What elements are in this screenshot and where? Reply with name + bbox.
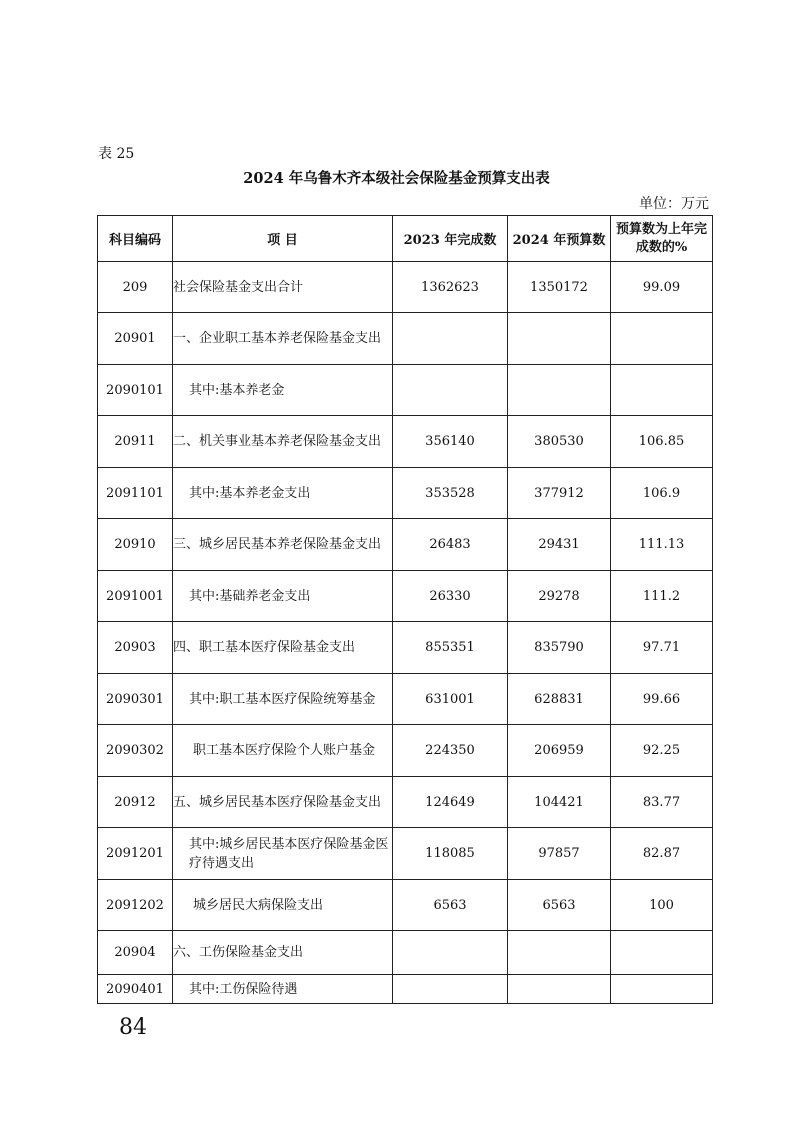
row-code: 2090101 bbox=[98, 365, 173, 416]
row-item: 其中:基础养老金支出 bbox=[173, 571, 393, 622]
table-row bbox=[98, 365, 713, 416]
row-actual-2023: 118085 bbox=[393, 828, 508, 880]
row-percent bbox=[611, 365, 713, 416]
row-percent: 100 bbox=[611, 880, 713, 931]
header-percent: 预算数为上年完成数的% bbox=[611, 216, 713, 262]
row-percent bbox=[611, 313, 713, 365]
row-actual-2023: 26483 bbox=[393, 519, 508, 571]
row-item: 四、职工基本医疗保险基金支出 bbox=[173, 622, 393, 674]
row-percent: 92.25 bbox=[611, 725, 713, 777]
row-item: 二、机关事业基本养老保险基金支出 bbox=[173, 416, 393, 468]
row-code: 2090401 bbox=[98, 975, 173, 1004]
table-row bbox=[98, 519, 713, 571]
table-row bbox=[98, 416, 713, 468]
row-percent: 111.2 bbox=[611, 571, 713, 622]
header-item: 项 目 bbox=[173, 216, 393, 262]
unit-label: 单位：万元 bbox=[639, 196, 709, 212]
row-item: 三、城乡居民基本养老保险基金支出 bbox=[173, 519, 393, 571]
row-item: 社会保险基金支出合计 bbox=[173, 262, 393, 313]
row-code: 2090302 bbox=[98, 725, 173, 777]
table-row bbox=[98, 777, 713, 828]
table-row bbox=[98, 880, 713, 931]
row-percent bbox=[611, 975, 713, 1004]
row-item: 六、工伤保险基金支出 bbox=[173, 931, 393, 975]
row-actual-2023: 124649 bbox=[393, 777, 508, 828]
row-actual-2023: 855351 bbox=[393, 622, 508, 674]
row-code: 20901 bbox=[98, 313, 173, 365]
row-actual-2023: 26330 bbox=[393, 571, 508, 622]
table-number: 表 25 bbox=[98, 146, 135, 162]
row-percent: 106.85 bbox=[611, 416, 713, 468]
table-row bbox=[98, 674, 713, 725]
table-row bbox=[98, 828, 713, 880]
row-item: 其中:基本养老金 bbox=[173, 365, 393, 416]
row-actual-2023 bbox=[393, 313, 508, 365]
row-percent: 83.77 bbox=[611, 777, 713, 828]
row-code: 20911 bbox=[98, 416, 173, 468]
row-budget-2024: 6563 bbox=[508, 880, 611, 931]
row-percent: 106.9 bbox=[611, 468, 713, 519]
row-budget-2024: 1350172 bbox=[508, 262, 611, 313]
row-code: 20910 bbox=[98, 519, 173, 571]
row-actual-2023 bbox=[393, 975, 508, 1004]
row-code: 20903 bbox=[98, 622, 173, 674]
table-row bbox=[98, 725, 713, 777]
row-code: 2091201 bbox=[98, 828, 173, 880]
row-actual-2023: 224350 bbox=[393, 725, 508, 777]
row-code: 2090301 bbox=[98, 674, 173, 725]
row-item: 其中:城乡居民基本医疗保险基金医疗待遇支出 bbox=[173, 828, 393, 880]
row-budget-2024: 206959 bbox=[508, 725, 611, 777]
row-item: 其中:工伤保险待遇 bbox=[173, 975, 393, 1004]
row-budget-2024: 97857 bbox=[508, 828, 611, 880]
table-row bbox=[98, 931, 713, 975]
row-percent: 97.71 bbox=[611, 622, 713, 674]
header-row bbox=[98, 216, 713, 262]
page-number: 84 bbox=[119, 1015, 147, 1040]
header-budget-2024: 2024 年预算数 bbox=[508, 216, 611, 262]
row-budget-2024 bbox=[508, 365, 611, 416]
row-budget-2024 bbox=[508, 931, 611, 975]
row-budget-2024: 104421 bbox=[508, 777, 611, 828]
table-row bbox=[98, 622, 713, 674]
row-code: 2091001 bbox=[98, 571, 173, 622]
row-actual-2023: 1362623 bbox=[393, 262, 508, 313]
row-budget-2024: 29278 bbox=[508, 571, 611, 622]
row-budget-2024: 628831 bbox=[508, 674, 611, 725]
row-actual-2023: 353528 bbox=[393, 468, 508, 519]
table-row bbox=[98, 313, 713, 365]
row-budget-2024 bbox=[508, 313, 611, 365]
row-item: 其中:职工基本医疗保险统筹基金 bbox=[173, 674, 393, 725]
row-budget-2024 bbox=[508, 975, 611, 1004]
row-percent: 99.09 bbox=[611, 262, 713, 313]
document-title: 2024 年乌鲁木齐本级社会保险基金预算支出表 bbox=[243, 170, 550, 187]
row-budget-2024: 835790 bbox=[508, 622, 611, 674]
row-actual-2023 bbox=[393, 365, 508, 416]
row-percent: 111.13 bbox=[611, 519, 713, 571]
header-actual-2023: 2023 年完成数 bbox=[393, 216, 508, 262]
row-percent: 99.66 bbox=[611, 674, 713, 725]
header-code: 科目编码 bbox=[98, 216, 173, 262]
row-item: 职工基本医疗保险个人账户基金 bbox=[173, 725, 393, 777]
row-code: 2091101 bbox=[98, 468, 173, 519]
budget-expenditure-table bbox=[97, 215, 713, 1004]
row-code: 20912 bbox=[98, 777, 173, 828]
table-row bbox=[98, 571, 713, 622]
row-code: 20904 bbox=[98, 931, 173, 975]
table-row bbox=[98, 975, 713, 1004]
row-budget-2024: 380530 bbox=[508, 416, 611, 468]
row-code: 209 bbox=[98, 262, 173, 313]
table-row bbox=[98, 468, 713, 519]
table-row bbox=[98, 262, 713, 313]
row-actual-2023: 6563 bbox=[393, 880, 508, 931]
row-actual-2023: 631001 bbox=[393, 674, 508, 725]
row-budget-2024: 377912 bbox=[508, 468, 611, 519]
row-item: 其中:基本养老金支出 bbox=[173, 468, 393, 519]
row-percent: 82.87 bbox=[611, 828, 713, 880]
row-item: 城乡居民大病保险支出 bbox=[173, 880, 393, 931]
row-item: 一、企业职工基本养老保险基金支出 bbox=[173, 313, 393, 365]
row-code: 2091202 bbox=[98, 880, 173, 931]
row-percent bbox=[611, 931, 713, 975]
row-actual-2023 bbox=[393, 931, 508, 975]
row-actual-2023: 356140 bbox=[393, 416, 508, 468]
row-item: 五、城乡居民基本医疗保险基金支出 bbox=[173, 777, 393, 828]
row-budget-2024: 29431 bbox=[508, 519, 611, 571]
